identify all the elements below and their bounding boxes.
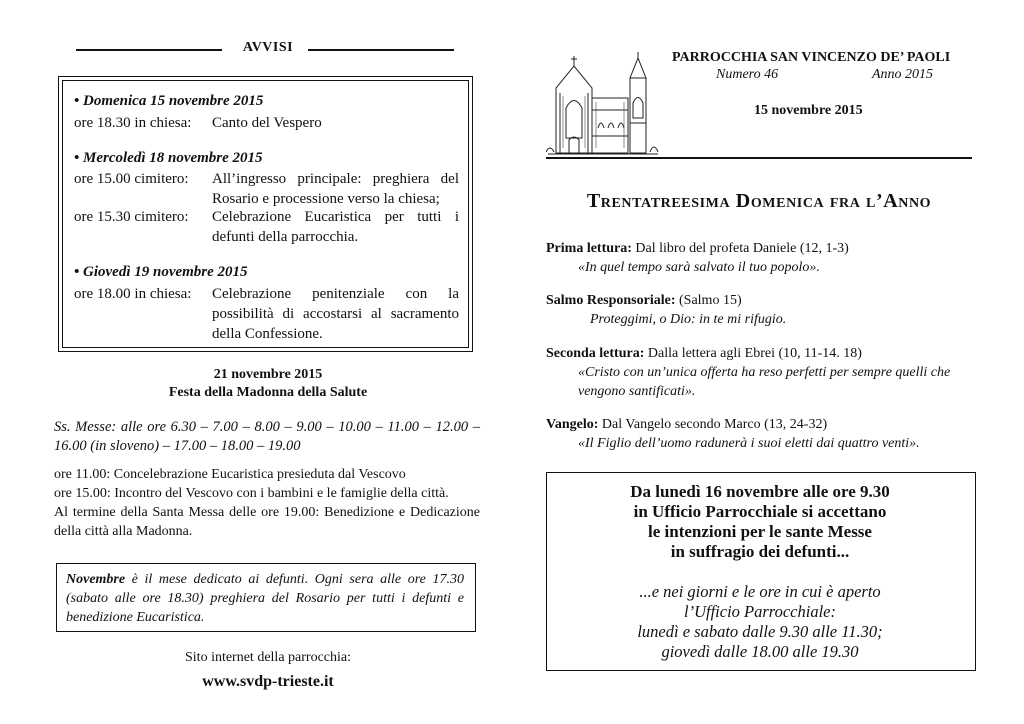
reading-source: Dal libro del profeta Daniele (12, 1-3) (631, 241, 849, 256)
church-drawing (546, 48, 662, 156)
reading-label: Seconda lettura: (546, 346, 645, 361)
feast-name: Festa della Madonna della Salute (168, 385, 368, 400)
header-rule (546, 157, 972, 159)
reading-source: Dalla lettera agli Ebrei (10, 11-14. 18) (644, 346, 862, 361)
parish-name: PARROCCHIA SAN VINCENZO DE’ PAOLI (672, 50, 951, 65)
issue-number: Numero 46 (716, 67, 779, 82)
event-description: All’ingresso principale: preghiera del Rosario e processione verso la chiesa; (212, 171, 459, 207)
mass-times: Ss. Messe: alle ore 6.30 – 7.00 – 8.00 – 9.00 – 10.00 – 11.00 – 12.00 – 16.00 (in sloveno) – 17.00 – 18.00 – 19.00 (54, 419, 480, 454)
reading-label: Salmo Responsoriale: (546, 293, 676, 308)
website-link[interactable]: www.svdp-trieste.it (202, 673, 334, 690)
november-lead: Novembre (66, 572, 126, 587)
office-hours-line: ...e nei giorni e le ore in cui è aperto (639, 582, 881, 601)
program-line: ore 15.00: Incontro del Vescovo con i bambini e le famiglie della città. (54, 486, 449, 501)
event-description: Celebrazione Eucaristica per tutti i defunti della parrocchia. (212, 209, 459, 245)
office-hours-line: giovedì dalle 18.00 alle 19.30 (661, 642, 859, 661)
event-time: ore 15.00 cimitero: (74, 171, 189, 187)
event-day: • Giovedì 19 novembre 2015 (74, 264, 248, 280)
reading-psalm (546, 291, 976, 329)
office-info-line: Da lunedì 16 novembre alle ore 9.30 (630, 482, 890, 501)
reading-quote: «In quel tempo sarà salvato il tuo popolo». (578, 260, 820, 275)
avvisi-rule-left (76, 49, 222, 51)
issue-date: 15 novembre 2015 (754, 103, 863, 118)
office-info-line: le intenzioni per le sante Messe (648, 522, 872, 541)
reading-quote: «Cristo con un’unica offerta ha reso perfetti per sempre quelli che vengono santificati». (578, 365, 951, 399)
reading-first (546, 239, 976, 277)
event-time: ore 18.00 in chiesa: (74, 286, 192, 302)
reading-quote: «Il Figlio dell’uomo radunerà i suoi eletti dai quattro venti». (578, 436, 920, 451)
event-day: • Mercoledì 18 novembre 2015 (74, 150, 263, 166)
feast-date: 21 novembre 2015 (213, 367, 323, 382)
november-body: è il mese dedicato ai defunti. Ogni sera alle ore 17.30 (sabato alle ore 18.30) preghiera del Rosario per tutti i defunti e benedizione Eucaristica. (66, 572, 464, 625)
reading-source: Dal Vangelo secondo Marco (13, 24-32) (598, 417, 828, 432)
program-line: Al termine della Santa Messa delle ore 19.00: Benedizione e Dedicazione della città alla Madonna. (54, 505, 480, 539)
office-info-line: in Ufficio Parrocchiale si accettano (633, 502, 887, 521)
reading-second (546, 344, 976, 401)
program-line: ore 11.00: Concelebrazione Eucaristica presieduta dal Vescovo (54, 467, 406, 482)
reading-gospel (546, 415, 976, 453)
event-description: Canto del Vespero (212, 115, 322, 131)
avvisi-rule-right (308, 49, 454, 51)
reading-label: Vangelo: (546, 417, 599, 432)
avvisi-title: AVVISI (242, 40, 294, 55)
reading-quote: Proteggimi, o Dio: in te mi rifugio. (590, 312, 787, 327)
website-label: Sito internet della parrocchia: (185, 650, 351, 665)
office-info-line: in suffragio dei defunti... (670, 542, 850, 561)
office-hours-line: lunedì e sabato dalle 9.30 alle 11.30; (637, 622, 883, 641)
issue-year: Anno 2015 (872, 67, 934, 82)
event-description: Celebrazione penitenziale con la possibilità di accostarsi al sacramento della Confessione. (212, 286, 459, 342)
reading-label: Prima lettura: (546, 241, 632, 256)
office-hours-line: l’Ufficio Parrocchiale: (684, 602, 836, 621)
reading-source: (Salmo 15) (675, 293, 742, 308)
event-time: ore 15.30 cimitero: (74, 209, 189, 225)
event-day: • Domenica 15 novembre 2015 (74, 93, 264, 109)
event-time: ore 18.30 in chiesa: (74, 115, 192, 131)
november-note (66, 570, 464, 627)
sunday-title: Trentatreesima Domenica fra l’Anno (586, 190, 932, 212)
